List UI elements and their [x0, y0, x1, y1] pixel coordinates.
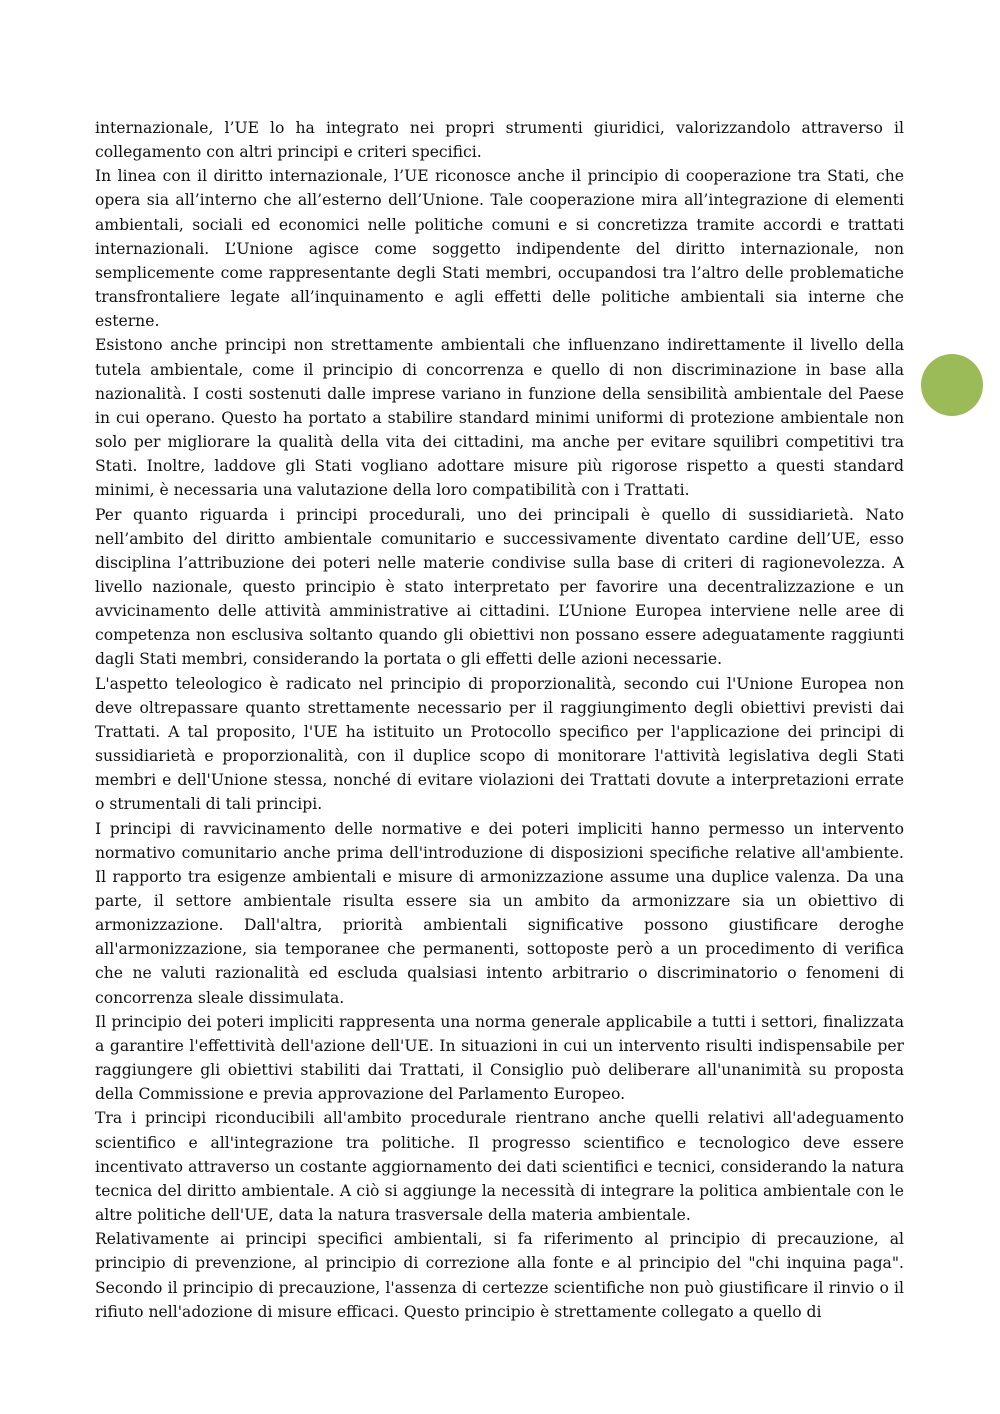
paragraph: In linea con il diritto internazionale, l’UE riconosce anche il principio di cooperazione tra Stati, che opera sia all’interno che all’esterno dell’Unione. Tale cooperazione mira all’integrazione di elementi ambientali, sociali ed economici nelle politiche comuni e si concretizza tramite accordi e trattati internazionali. L’Unione agisce come soggetto indipendente del diritto internazionale, non semplicemente come rappresentante degli Stati membri, occupandosi tra l’altro delle problematiche transfrontaliere legate all’inquinamento e agli effetti delle politiche ambientali sia interne che esterne.: [95, 167, 904, 331]
paragraph: internazionale, l’UE lo ha integrato nei propri strumenti giuridici, valorizzandolo attraverso il collegamento con altri principi e criteri specifici.: [95, 119, 904, 162]
paragraph: Esistono anche principi non strettamente ambientali che influenzano indirettamente il livello della tutela ambientale, come il principio di concorrenza e quello di non discriminazione in base alla nazionalità. I costi sostenuti dalle imprese variano in funzione della sensibilità ambientale del Paese in cui operano. Questo ha portato a stabilire standard minimi uniformi di protezione ambientale non solo per migliorare la qualità della vita dei cittadini, ma anche per evitare squilibri competitivi tra Stati. Inoltre, laddove gli Stati vogliano adottare misure più rigorose rispetto a questi standard minimi, è necessaria una valutazione della loro compatibilità con i Trattati.: [95, 336, 904, 500]
paragraph: Relativamente ai principi specifici ambientali, si fa riferimento al principio di precauzione, al principio di prevenzione, al principio di correzione alla fonte e al principio del "chi inquina paga". Secondo il principio di precauzione, l'assenza di certezze scientifiche non può giustificare il rinvio o il rifiuto nell'adozione di misure efficaci. Questo principio è strettamente collegato a quello di: [95, 1230, 904, 1321]
paragraph: Tra i principi riconducibili all'ambito procedurale rientrano anche quelli relativi all'adeguamento scientifico e all'integrazione tra politiche. Il progresso scientifico e tecnologico deve essere incentivato attraverso un costante aggiornamento dei dati scientifici e tecnici, considerando la natura tecnica del diritto ambientale. A ciò si aggiunge la necessità di integrare la politica ambientale con le altre politiche dell'UE, data la natura trasversale della materia ambientale.: [95, 1109, 904, 1225]
document-body: [95, 116, 904, 1324]
paragraph: Per quanto riguarda i principi procedurali, uno dei principali è quello di sussidiarietà. Nato nell’ambito del diritto ambientale comunitario e successivamente diventato cardine dell’UE, esso disciplina l’attribuzione dei poteri nelle materie condivise sulla base di criteri di ragionevolezza. A livello nazionale, questo principio è stato interpretato per favorire una decentralizzazione e un avvicinamento delle attività amministrative ai cittadini. L’Unione Europea interviene nelle aree di competenza non esclusiva soltanto quando gli obiettivi non possano essere adeguatamente raggiunti dagli Stati membri, considerando la portata o gli effetti delle azioni necessarie.: [95, 505, 904, 669]
paragraph: I principi di ravvicinamento delle normative e dei poteri impliciti hanno permesso un intervento normativo comunitario anche prima dell'introduzione di disposizioni specifiche relative all'ambiente. Il rapporto tra esigenze ambientali e misure di armonizzazione assume una duplice valenza. Da una parte, il settore ambientale risulta essere sia un ambito da armonizzare sia un obiettivo di armonizzazione. Dall'altra, priorità ambientali significative possono giustificare deroghe all'armonizzazione, sia temporanee che permanenti, sottoposte però a un procedimento di verifica che ne valuti razionalità ed escluda qualsiasi intento arbitrario o discriminatorio o fenomeni di concorrenza sleale dissimulata.: [95, 819, 904, 1007]
paragraph: Il principio dei poteri impliciti rappresenta una norma generale applicabile a tutti i settori, finalizzata a garantire l'effettività dell'azione dell'UE. In situazioni in cui un intervento risulti indispensabile per raggiungere gli obiettivi stabiliti dai Trattati, il Consiglio può deliberare all'unanimità su proposta della Commissione e previa approvazione del Parlamento Europeo.: [95, 1012, 904, 1104]
paragraph: L'aspetto teleologico è radicato nel principio di proporzionalità, secondo cui l'Unione Europea non deve oltrepassare quanto strettamente necessario per il raggiungimento degli obiettivi previsti dai Trattati. A tal proposito, l'UE ha istituito un Protocollo specifico per l'applicazione dei principi di sussidiarietà e proporzionalità, con il duplice scopo di monitorare l'attività legislativa degli Stati membri e dell'Unione stessa, nonché di evitare violazioni dei Trattati dovute a interpretazioni errate o strumentali di tali principi.: [95, 674, 904, 814]
green-circle-marker: [921, 354, 983, 416]
